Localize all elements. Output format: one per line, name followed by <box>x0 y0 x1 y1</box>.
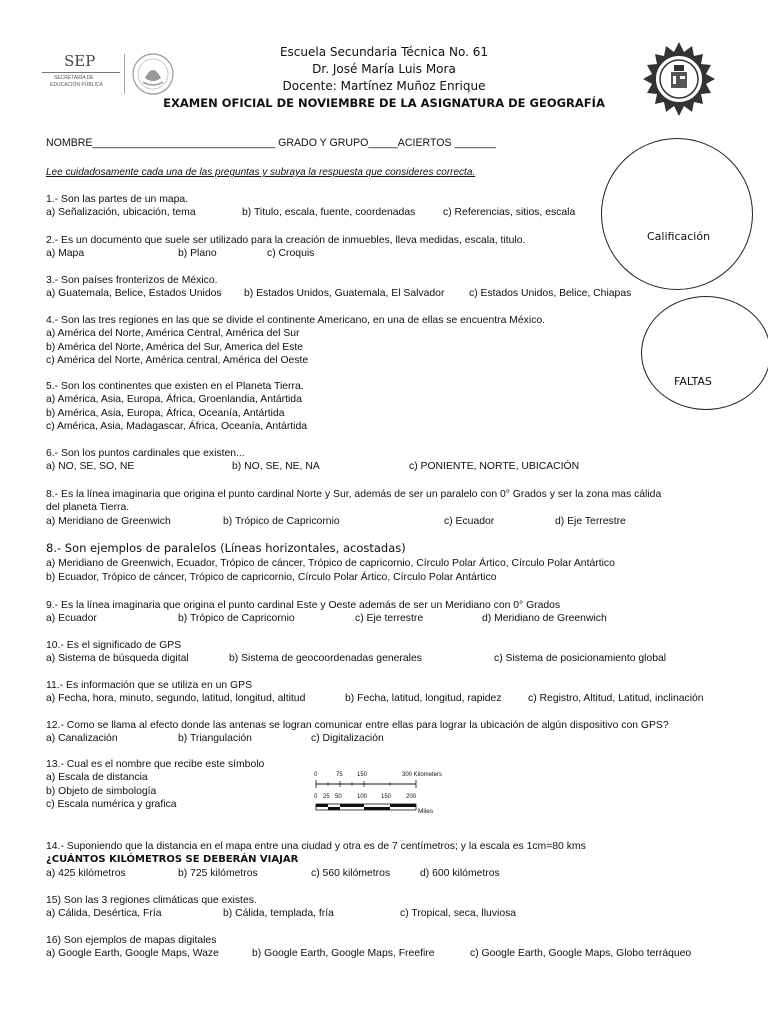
scale-bar <box>312 772 456 820</box>
answer-option-c[interactable]: c) Referencias, sitios, escala <box>443 207 576 219</box>
mi-tick-25: 25 <box>323 794 330 800</box>
km-tick-0: 0 <box>314 772 318 778</box>
km-tick-150: 150 <box>357 772 368 778</box>
answer-option-c[interactable]: c) América, Asia, Madagascar, África, Oceanía, Antártida <box>46 421 308 433</box>
answer-option-c[interactable]: c) América del Norte, América central, América del Oeste <box>46 355 309 367</box>
grade-circle[interactable] <box>601 138 753 290</box>
question-text: 15) Son las 3 regiones climáticas que existes. <box>46 895 257 906</box>
exam-title: EXAMEN OFICIAL DE NOVIEMBRE DE LA ASIGNATURA DE GEOGRAFÍA <box>163 96 605 110</box>
answer-option-b[interactable]: b) Triangulación <box>178 733 252 745</box>
answer-option-b[interactable]: b) Ecuador, Trópico de cáncer, Trópico de capricornio, Círculo Polar Ártico, Círculo Polar Antártico <box>46 571 497 583</box>
answer-option-a[interactable]: a) Señalización, ubicación, tema <box>46 207 196 219</box>
answer-option-b[interactable]: b) Objeto de simbología <box>46 785 157 797</box>
question-text-cont: del planeta Tierra. <box>46 502 130 514</box>
km-tick-75: 75 <box>336 772 343 778</box>
mi-tick-150: 150 <box>381 794 392 800</box>
school-gear-logo-icon <box>640 40 718 118</box>
answer-option-a[interactable]: a) Escala de distancia <box>46 772 148 784</box>
answer-option-b[interactable]: b) Titulo, escala, fuente, coordenadas <box>242 207 416 219</box>
answer-option-c[interactable]: c) Eje terrestre <box>355 613 424 625</box>
answer-option-b[interactable]: b) Cálida, templada, fría <box>223 908 334 920</box>
logo-divider <box>124 54 125 94</box>
miles-unit: Miles <box>418 808 434 815</box>
km-tick-300: 300 Kilometers <box>402 772 443 778</box>
answer-option-b[interactable]: b) Google Earth, Google Maps, Freefire <box>252 948 435 960</box>
instructions: Lee cuidadosamente cada una de las preguntas y subraya la respuesta que consideres correcta. <box>46 167 476 178</box>
answer-option-c[interactable]: c) 560 kilómetros <box>311 867 391 879</box>
question-text: 5.- Son los continentes que existen en el Planeta Tierra. <box>46 381 304 392</box>
answer-option-c[interactable]: c) Sistema de posicionamiento global <box>494 653 667 665</box>
question-text: 10.- Es el significado de GPS <box>46 640 182 651</box>
question-text: 8.- Son ejemplos de paralelos (Líneas horizontales, acostadas) <box>46 541 406 555</box>
mexico-seal-icon <box>131 52 175 96</box>
question-text: 3.- Son países fronterizos de México. <box>46 275 218 286</box>
answer-option-d[interactable]: d) Eje Terrestre <box>555 515 626 527</box>
answer-option-a[interactable]: a) NO, SE, SO, NE <box>46 461 135 473</box>
question-text: 11.- Es información que se utiliza en un GPS <box>46 680 252 691</box>
question-text: 9.- Es la línea imaginaria que origina el punto cardinal Este y Oeste además de ser un Meridiano con 0° Grados <box>46 600 561 611</box>
faults-label: FALTAS <box>674 375 712 388</box>
mi-tick-200: 200 <box>406 794 417 800</box>
answer-option-a[interactable]: a) América, Asia, Europa, África, Groenlandia, Antártida <box>46 394 302 406</box>
answer-option-c[interactable]: c) PONIENTE, NORTE, UBICACIÓN <box>409 461 580 473</box>
answer-option-a[interactable]: a) Cálida, Desértica, Fría <box>46 908 162 920</box>
miles-scale-bar <box>312 802 456 814</box>
answer-option-a[interactable]: a) Mapa <box>46 248 85 260</box>
answer-option-c[interactable]: c) Registro, Altitud, Latitud, inclinación <box>528 693 704 705</box>
answer-option-a[interactable]: a) Guatemala, Belice, Estados Unidos <box>46 288 222 300</box>
question-text: 6.- Son los puntos cardinales que existen... <box>46 448 245 459</box>
answer-option-b[interactable]: b) Trópico de Capricornio <box>178 613 295 625</box>
answer-option-c[interactable]: c) Estados Unidos, Belice, Chiapas <box>469 288 632 300</box>
answer-option-a[interactable]: a) Meridiano de Greenwich <box>46 515 171 527</box>
faults-circle[interactable] <box>641 296 768 410</box>
school-name: Escuela Secundaria Técnica No. 61 <box>279 45 489 59</box>
answer-option-a[interactable]: a) América del Norte, América Central, América del Sur <box>46 328 300 340</box>
question-text: 8.- Es la línea imaginaria que origina el punto cardinal Norte y Sur, además de ser un paralelo con 0° Grados y ser la zona mas cálida <box>46 489 662 500</box>
question-text: 2.- Es un documento que suele ser utilizado para la creación de inmuebles, lleva medidas, escala, titulo. <box>46 235 526 246</box>
question-text: 14.- Suponiendo que la distancia en el mapa entre una ciudad y otra es de 7 centímetros; y la escala es 1cm=80 kms <box>46 841 586 852</box>
answer-option-d[interactable]: d) Meridiano de Greenwich <box>482 613 607 625</box>
answer-option-b[interactable]: b) Sistema de geocoordenadas generales <box>229 653 422 665</box>
answer-option-b[interactable]: b) Trópico de Capricornio <box>223 515 340 527</box>
answer-option-b[interactable]: b) NO, SE, NE, NA <box>232 461 320 473</box>
answer-option-a[interactable]: a) Ecuador <box>46 613 97 625</box>
sep-logo-rule <box>42 72 120 73</box>
sep-logo <box>42 50 122 95</box>
sep-logo-sub1: SECRETARÍA DE <box>54 75 94 81</box>
question-text: 12.- Como se llama al efecto donde las antenas se logran comunicar entre ellas para lograr la ubicación de algún dispositivo con GPS? <box>46 720 669 731</box>
answer-option-b[interactable]: b) Plano <box>178 248 217 260</box>
question-text: 16) Son ejemplos de mapas digitales <box>46 935 217 946</box>
sep-logo-sub2: EDUCACIÓN PÚBLICA <box>50 82 103 88</box>
answer-option-c[interactable]: c) Digitalización <box>311 733 384 745</box>
answer-option-b[interactable]: b) Estados Unidos, Guatemala, El Salvador <box>244 288 445 300</box>
answer-option-a[interactable]: a) Google Earth, Google Maps, Waze <box>46 948 219 960</box>
question-text: 1.- Son las partes de un mapa. <box>46 194 189 205</box>
student-info-line[interactable]: NOMBRE_______________________________ GRADO Y GRUPO_____ACIERTOS _______ <box>46 137 496 149</box>
grade-label: Calificación <box>647 230 711 243</box>
mi-tick-0: 0 <box>314 794 318 800</box>
answer-option-b[interactable]: b) América, Asia, Europa, África, Oceanía, Antártida <box>46 407 285 419</box>
school-patron: Dr. José María Luis Mora <box>312 62 456 76</box>
answer-option-a[interactable]: a) 425 kilómetros <box>46 867 126 879</box>
sep-logo-text: SEP <box>64 52 96 70</box>
km-scale-line <box>312 780 456 792</box>
mi-tick-100: 100 <box>357 794 368 800</box>
answer-option-c[interactable]: c) Escala numérica y grafica <box>46 799 177 811</box>
question-subtext: ¿CUÁNTOS KILÓMETROS SE DEBERÁN VIAJAR <box>46 854 299 866</box>
answer-option-b[interactable]: b) 725 kilómetros <box>178 867 258 879</box>
answer-option-c[interactable]: c) Google Earth, Google Maps, Globo terráqueo <box>470 948 692 960</box>
question-text: 13.- Cual es el nombre que recibe este símbolo <box>46 759 265 770</box>
answer-option-c[interactable]: c) Croquis <box>267 248 315 260</box>
answer-option-a[interactable]: a) Sistema de búsqueda digital <box>46 653 189 665</box>
answer-option-a[interactable]: a) Canalización <box>46 733 118 745</box>
answer-option-b[interactable]: b) Fecha, latitud, longitud, rapidez <box>345 693 502 705</box>
answer-option-a[interactable]: a) Fecha, hora, minuto, segundo, latitud, longitud, altitud <box>46 693 306 705</box>
teacher-name: Docente: Martínez Muñoz Enrique <box>282 79 486 93</box>
answer-option-c[interactable]: c) Tropical, seca, lluviosa <box>400 908 517 920</box>
answer-option-d[interactable]: d) 600 kilómetros <box>420 867 500 879</box>
answer-option-b[interactable]: b) América del Norte, América del Sur, America del Este <box>46 341 303 353</box>
answer-option-a[interactable]: a) Meridiano de Greenwich, Ecuador, Trópico de cáncer, Trópico de capricornio, Círculo Polar Ártico, Círculo Polar Antártico <box>46 558 615 570</box>
answer-option-c[interactable]: c) Ecuador <box>444 515 495 527</box>
mi-tick-50: 50 <box>335 794 342 800</box>
question-text: 4.- Son las tres regiones en las que se divide el continente Americano, en una de ellas se encuentra México. <box>46 315 546 326</box>
